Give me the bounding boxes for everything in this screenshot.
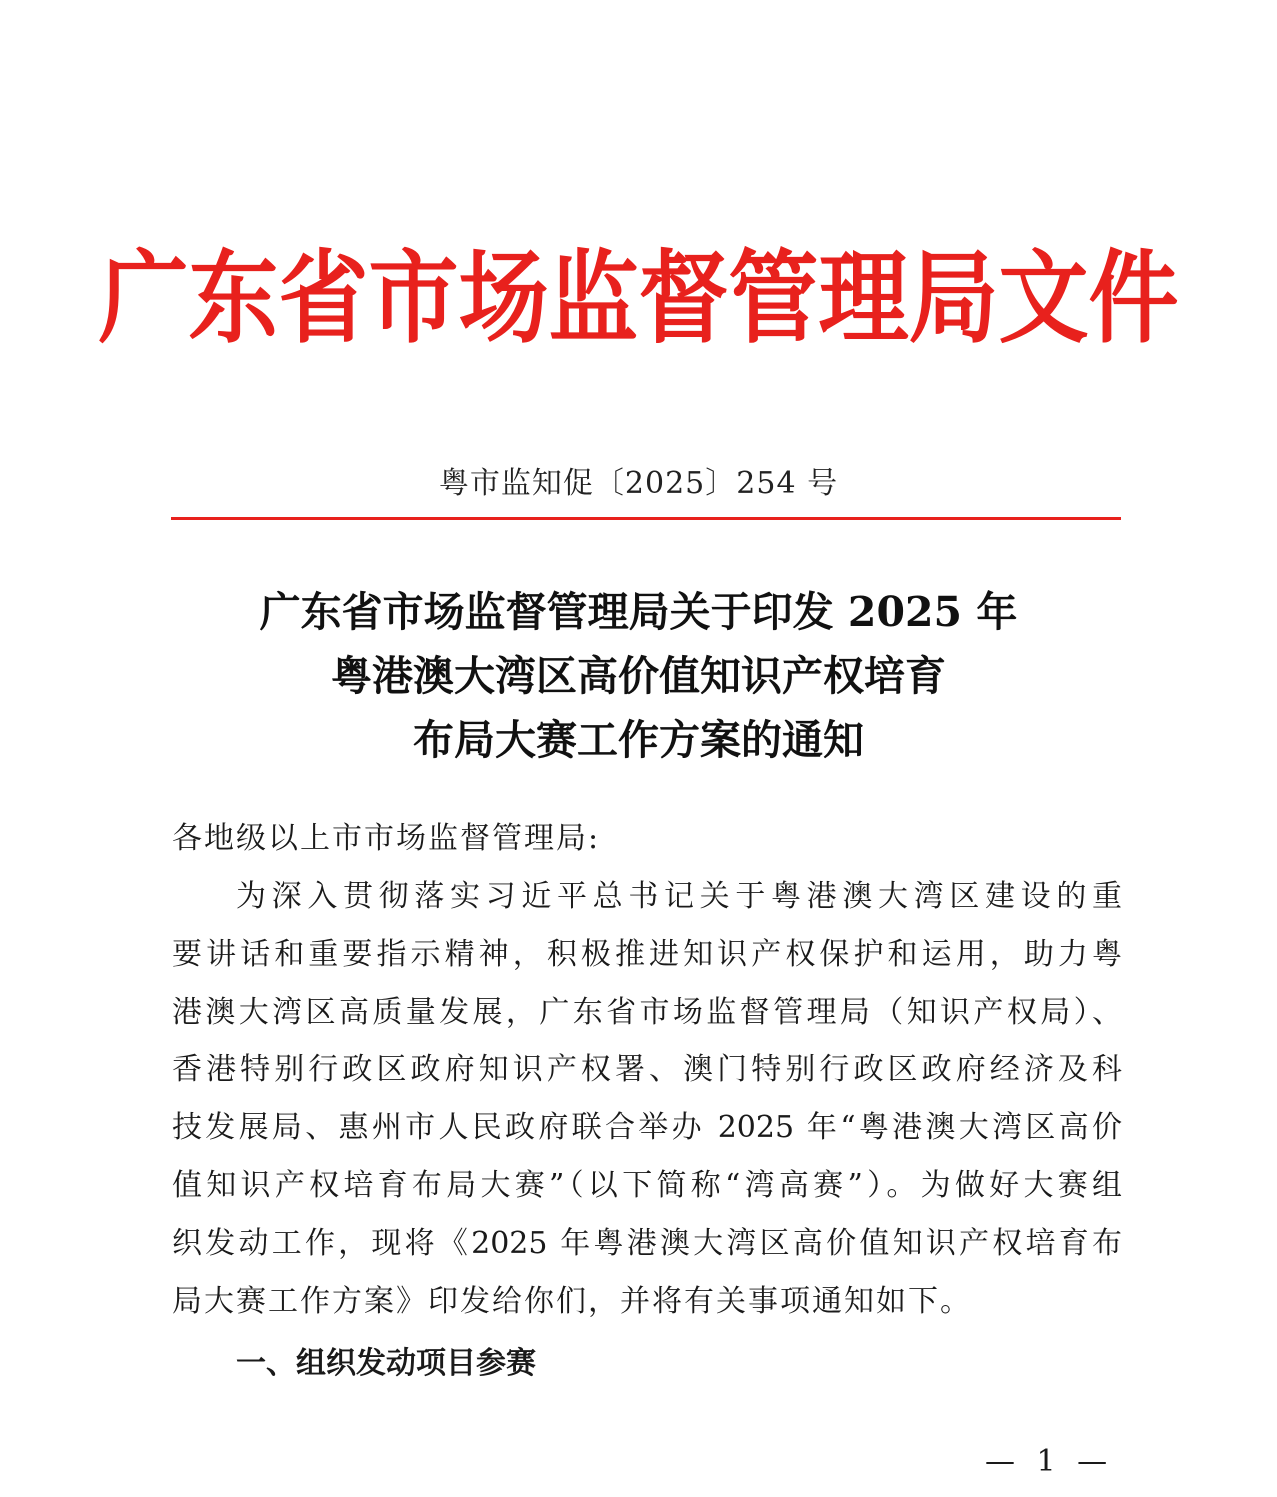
section-heading: 一、组织发动项目参赛 — [236, 1346, 536, 1381]
page-number: — 1 — — [985, 1444, 1114, 1479]
body-line: 局大赛工作方案》印发给你们，并将有关事项通知如下。 — [172, 1283, 972, 1319]
body-line: 要讲话和重要指示精神，积极推进知识产权保护和运用，助力粤 — [172, 936, 1122, 972]
body-line: 港澳大湾区高质量发展，广东省市场监督管理局（知识产权局）、 — [172, 994, 1122, 1030]
body-line: 技发展局、惠州市人民政府联合举办 2025 年“粤港澳大湾区高价 — [172, 1110, 1122, 1146]
body-line: 值知识产权培育布局大赛”（以下简称“湾高赛”）。为做好大赛组 — [172, 1167, 1122, 1203]
red-divider-line — [171, 517, 1121, 520]
body-line: 为深入贯彻落实习近平总书记关于粤港澳大湾区建设的重 — [236, 879, 1122, 914]
body-line: 香港特别行政区政府知识产权署、澳门特别行政区政府经济及科 — [172, 1052, 1122, 1088]
salutation: 各地级以上市市场监督管理局: — [172, 821, 601, 856]
notice-title-line: 广东省市场监督管理局关于印发 2025 年 — [259, 588, 1018, 636]
body-paragraph — [172, 868, 1122, 1330]
document-number: 粤市监知促〔2025〕254 号 — [438, 466, 839, 501]
notice-title-line: 粤港澳大湾区高价值知识产权培育 — [331, 652, 946, 700]
body-line: 织发动工作，现将《2025 年粤港澳大湾区高价值知识产权培育布 — [172, 1225, 1122, 1261]
document-masthead: 广东省市场监督管理局文件 — [98, 239, 1179, 358]
notice-title-line: 布局大赛工作方案的通知 — [413, 716, 864, 764]
notice-title — [0, 580, 1277, 772]
